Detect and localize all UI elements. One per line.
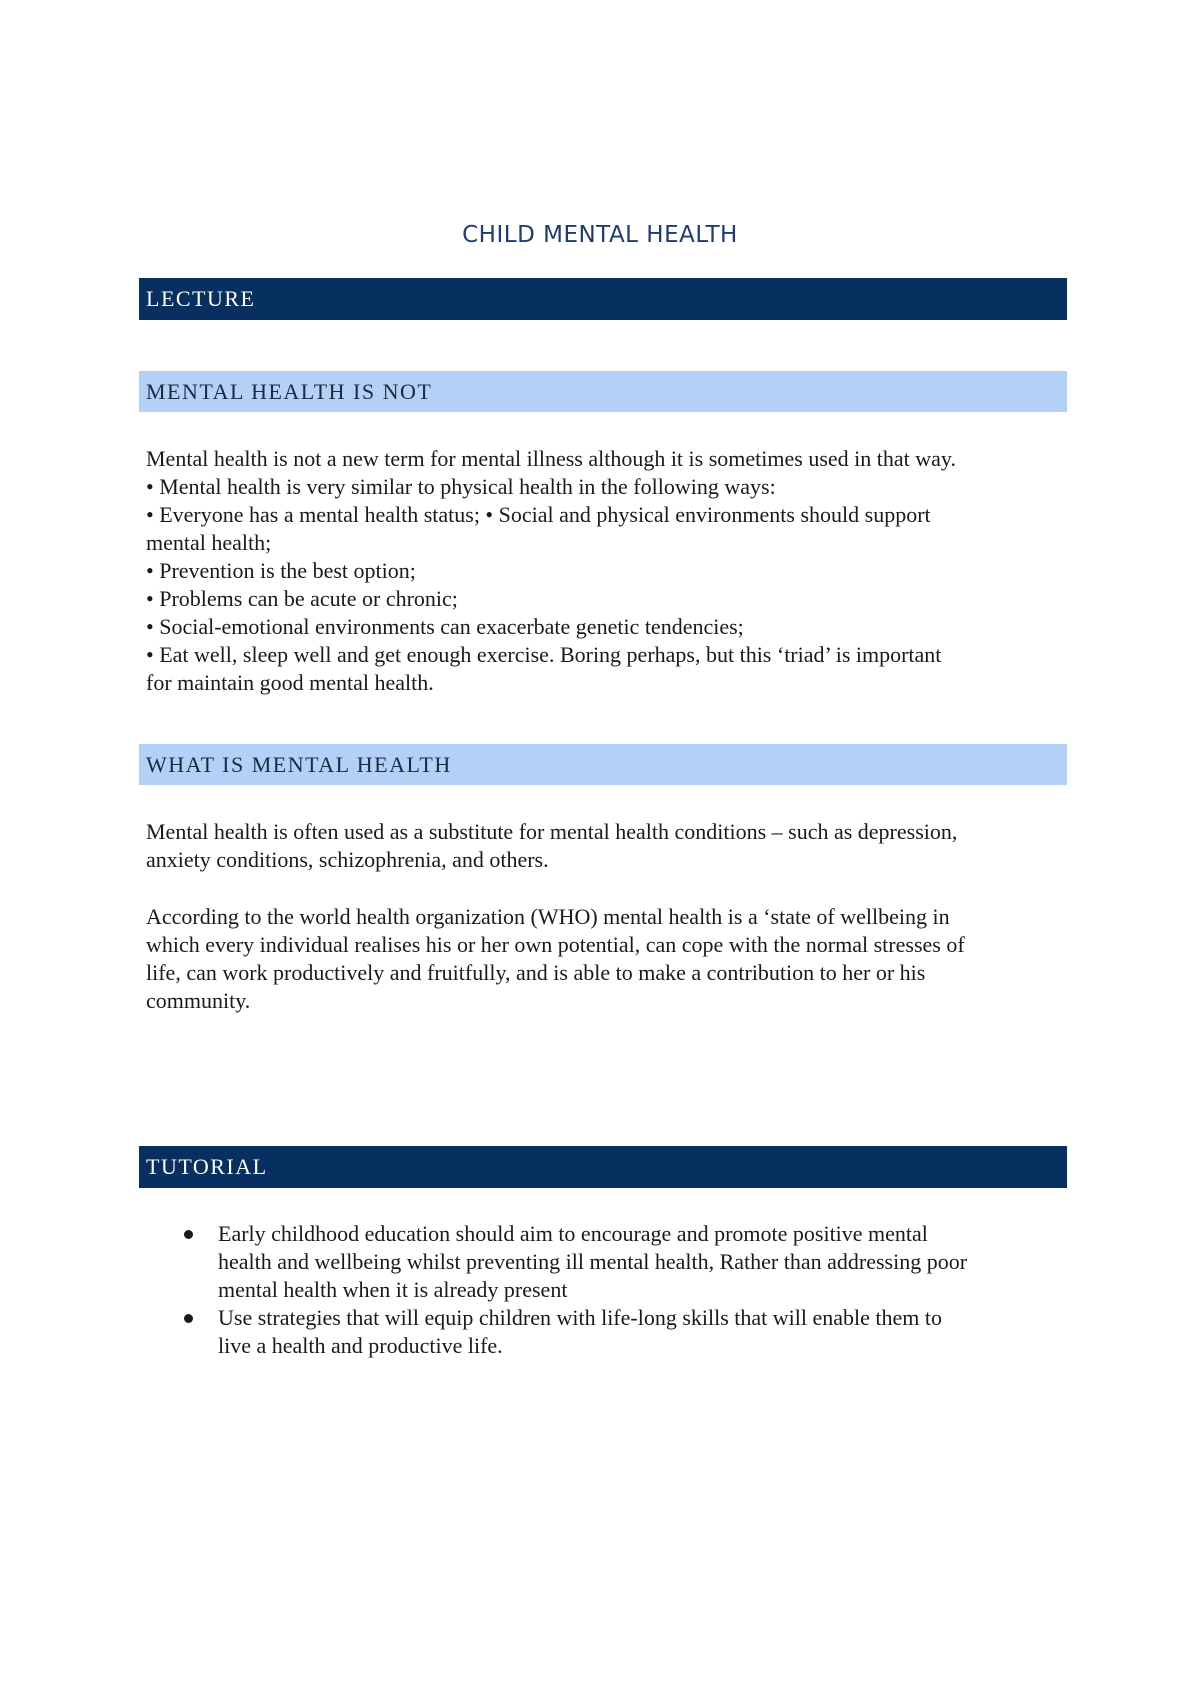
list-item-line: live a health and productive life.: [218, 1333, 503, 1358]
bullet-icon: [184, 1314, 193, 1323]
list-item-line: mental health when it is already present: [218, 1277, 568, 1302]
mental-health-is-not-heading: MENTAL HEALTH IS NOT: [146, 378, 433, 404]
what-is-mental-health-paragraph-2: [146, 903, 1066, 1015]
body-line: • Social-emotional environments can exacerbate genetic tendencies;: [146, 614, 744, 639]
body-line: Mental health is often used as a substitute for mental health conditions – such as depression,: [146, 819, 958, 844]
list-item-line: Use strategies that will equip children with life-long skills that will enable them to: [218, 1305, 943, 1330]
what-is-mental-health-heading: WHAT IS MENTAL HEALTH: [146, 751, 452, 777]
body-line: • Mental health is very similar to physical health in the following ways:: [146, 474, 776, 499]
body-line: • Eat well, sleep well and get enough exercise. Boring perhaps, but this ‘triad’ is important: [146, 642, 942, 667]
tutorial-bullet-list: [146, 1220, 1066, 1360]
what-is-mental-health-heading-bar: [139, 744, 1067, 785]
lecture-heading: LECTURE: [146, 286, 256, 311]
body-line: • Everyone has a mental health status; • Social and physical environments should support: [146, 502, 931, 527]
bullet-icon: [184, 1230, 193, 1239]
mental-health-is-not-body: [146, 445, 1066, 697]
list-item: [146, 1304, 1066, 1360]
list-item: [146, 1220, 1066, 1304]
body-line: life, can work productively and fruitfully, and is able to make a contribution to her or his: [146, 960, 926, 985]
list-item-line: Early childhood education should aim to encourage and promote positive mental: [218, 1221, 928, 1246]
body-line: • Prevention is the best option;: [146, 558, 416, 583]
body-line: for maintain good mental health.: [146, 670, 434, 695]
body-line: • Problems can be acute or chronic;: [146, 586, 458, 611]
body-line: According to the world health organization (WHO) mental health is a ‘state of wellbeing in: [146, 904, 950, 929]
mental-health-is-not-heading-bar: [139, 371, 1067, 412]
tutorial-heading: TUTORIAL: [146, 1154, 268, 1179]
body-line: anxiety conditions, schizophrenia, and others.: [146, 847, 549, 872]
tutorial-heading-bar: [139, 1146, 1067, 1188]
body-line: Mental health is not a new term for mental illness although it is sometimes used in that way.: [146, 446, 956, 471]
lecture-heading-bar: [139, 278, 1067, 320]
body-line: community.: [146, 988, 251, 1013]
document-title: CHILD MENTAL HEALTH: [462, 222, 738, 248]
body-line: which every individual realises his or her own potential, can cope with the normal stresses of: [146, 932, 965, 957]
body-line: mental health;: [146, 530, 272, 555]
list-item-line: health and wellbeing whilst preventing ill mental health, Rather than addressing poor: [218, 1249, 968, 1274]
what-is-mental-health-paragraph-1: [146, 818, 1066, 874]
